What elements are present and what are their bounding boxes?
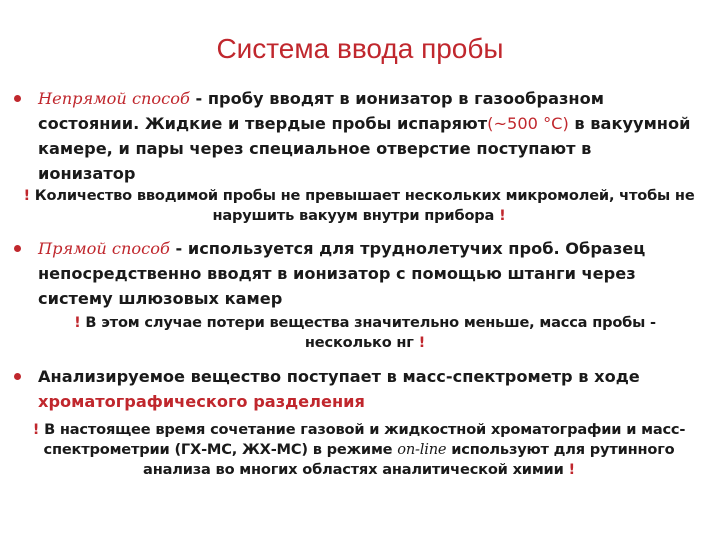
bullet-body: - используется для труднолетучих проб. Образец непосредственно вводят в ионизатор с помощью штанги через систему шлюзовых камер	[38, 239, 646, 308]
bullet-text	[38, 236, 694, 311]
exclamation-mark: !	[74, 314, 81, 331]
bullet-chromatography	[14, 364, 694, 414]
bullet-body: - пробу вводят в ионизатор в газообразном состоянии. Жидкие и твердые пробы испаряют	[38, 89, 604, 133]
slide-title: Система ввода пробы	[216, 33, 504, 64]
note-sample-amount	[14, 186, 704, 226]
exclamation-mark: !	[499, 207, 506, 224]
bullet-body-continued: в вакуумной камере, и пары через специальное отверстие поступают в ионизатор	[38, 114, 691, 183]
note-text: В настоящее время сочетание газовой и жидкостной хроматографии и масс-спектрометрии (ГХ-МС, ЖХ-МС) в режиме	[39, 421, 686, 458]
bullet-dot-icon	[14, 95, 21, 102]
bullet-text	[38, 86, 694, 186]
note-text: В этом случае потери вещества значительно меньше, масса пробы - несколько нг	[80, 314, 656, 351]
note-text: Количество вводимой пробы не превышает нескольких микромолей, чтобы не нарушить вакуум внутри прибора	[29, 187, 695, 224]
note-sample-loss	[60, 313, 670, 353]
note-italic-term: on-line	[397, 441, 447, 458]
bullet-term: Прямой способ	[38, 239, 170, 258]
bullet-highlight: хроматографического разделения	[38, 392, 365, 411]
exclamation-mark: !	[418, 334, 426, 351]
bullet-text	[38, 364, 694, 414]
bullet-body: Анализируемое вещество поступает в масс-спектрометр в ходе	[38, 367, 640, 386]
bullet-dot-icon	[14, 245, 21, 252]
bullet-indirect-method	[14, 86, 694, 186]
bullet-direct-method	[14, 236, 694, 311]
note-text-continued: используют для рутинного анализа во многих областях аналитической химии	[143, 441, 675, 478]
bullet-term: Непрямой способ	[38, 89, 190, 108]
bullet-dot-icon	[14, 373, 21, 380]
exclamation-mark: !	[568, 461, 575, 478]
temperature-value: (~500 °C)	[487, 114, 569, 133]
exclamation-mark: !	[23, 187, 30, 204]
exclamation-mark: !	[32, 421, 40, 438]
note-hyphenated-methods	[14, 420, 704, 480]
